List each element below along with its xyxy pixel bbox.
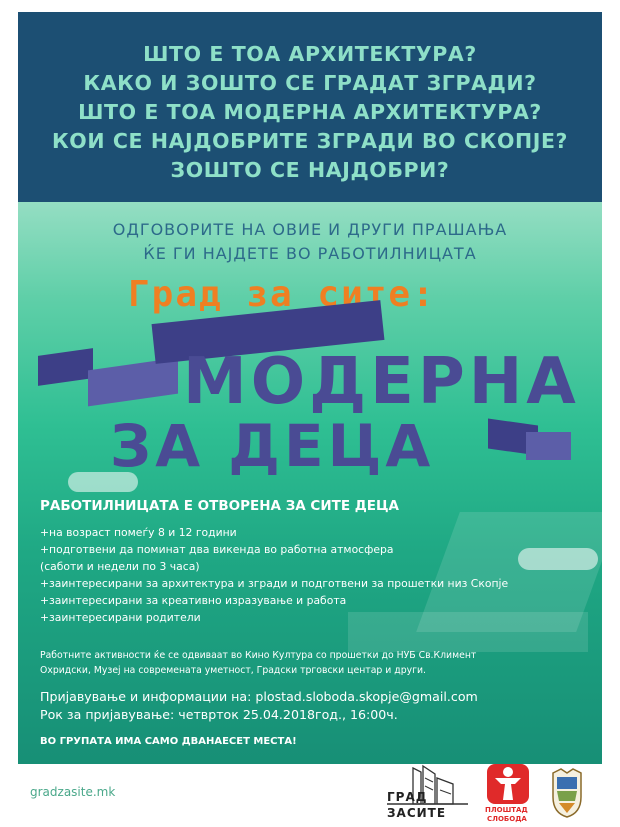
crest-icon (547, 767, 587, 819)
title-za-deca: ЗА ДЕЦА (110, 412, 435, 480)
workshop-info (40, 496, 590, 626)
question-list (18, 40, 602, 185)
grad-za-site-logo (385, 764, 470, 822)
contact-email-line: Пријавување и информации на: plostad.sloboda.skopje@gmail.com (40, 689, 478, 704)
workshop-item: +заинтересирани за креативно изразување и работа (40, 594, 347, 607)
plostad-logo-text-2: СЛОБОДА (487, 815, 527, 823)
question-line: ШТО Е ТОА АРХИТЕКТУРА? (143, 42, 477, 66)
subtitle-line: ЌЕ ГИ НАЈДЕТЕ ВО РАБОТИЛНИЦАТА (143, 244, 477, 263)
activities-line: Работните активности ќе се одвиваат во Кино Култура со прошетки до НУБ Св.Климент (40, 650, 477, 661)
skopje-crest-logo (547, 767, 587, 819)
subtitle (18, 218, 602, 266)
workshop-item: (сабoти и недели по 3 часа) (40, 560, 200, 573)
title-moderna: МОДЕРНА (183, 345, 580, 419)
workshop-item: +на возраст помеѓу 8 и 12 години (40, 526, 237, 539)
activities-line: Охридски, Музеј на современата уметност, Градски трговски центар и други. (40, 665, 426, 676)
question-line: ЗОШТО СЕ НАЈДОБРИ? (170, 158, 450, 182)
plostad-logo-text-1: ПЛОШТАД (485, 806, 528, 814)
workshop-item: +заинтересирани родители (40, 611, 201, 624)
workshop-heading: РАБОТИЛНИЦАТА Е ОТВОРЕНА ЗА СИТЕ ДЕЦА (40, 498, 399, 514)
seats-notice: ВО ГРУПАТА ИМА САМО ДВАНАЕСЕТ МЕСТА! (40, 736, 297, 747)
title-grad: Град за сите: (128, 274, 436, 315)
figure-icon (483, 762, 533, 806)
contact-info (40, 688, 478, 724)
grad-logo-text-1: ГРАД (387, 790, 428, 804)
subtitle-line: ОДГОВОРИТЕ НА ОВИЕ И ДРУГИ ПРАШАЊА (112, 220, 508, 239)
question-line: ШТО Е ТОА МОДЕРНА АРХИТЕКТУРА? (78, 100, 542, 124)
ribbon-left (38, 348, 93, 386)
question-line: КОИ СЕ НАЈДОБРИТЕ ЗГРАДИ ВО СКОПЈЕ? (51, 129, 569, 153)
plostad-sloboda-logo (483, 762, 533, 824)
poster (18, 12, 602, 764)
activities-text (40, 648, 595, 678)
question-line: КАКО И ЗОШТО СЕ ГРАДАТ ЗГРАДИ? (83, 71, 537, 95)
ribbon-left-fold (88, 358, 178, 407)
deadline-line: Рок за пријавување: четврток 25.04.2018год., 16:00ч. (40, 707, 398, 722)
grad-logo-text-2: ЗАСИТЕ (387, 806, 447, 820)
ribbon-right-fold (526, 432, 571, 460)
workshop-item: +подготвени да поминат два викенда во работна атмосфера (40, 543, 394, 556)
workshop-item: +заинтересирани за архитектура и згради и подготвени за прошетки низ Скопје (40, 577, 509, 590)
website-link[interactable]: gradzasite.mk (30, 785, 116, 799)
